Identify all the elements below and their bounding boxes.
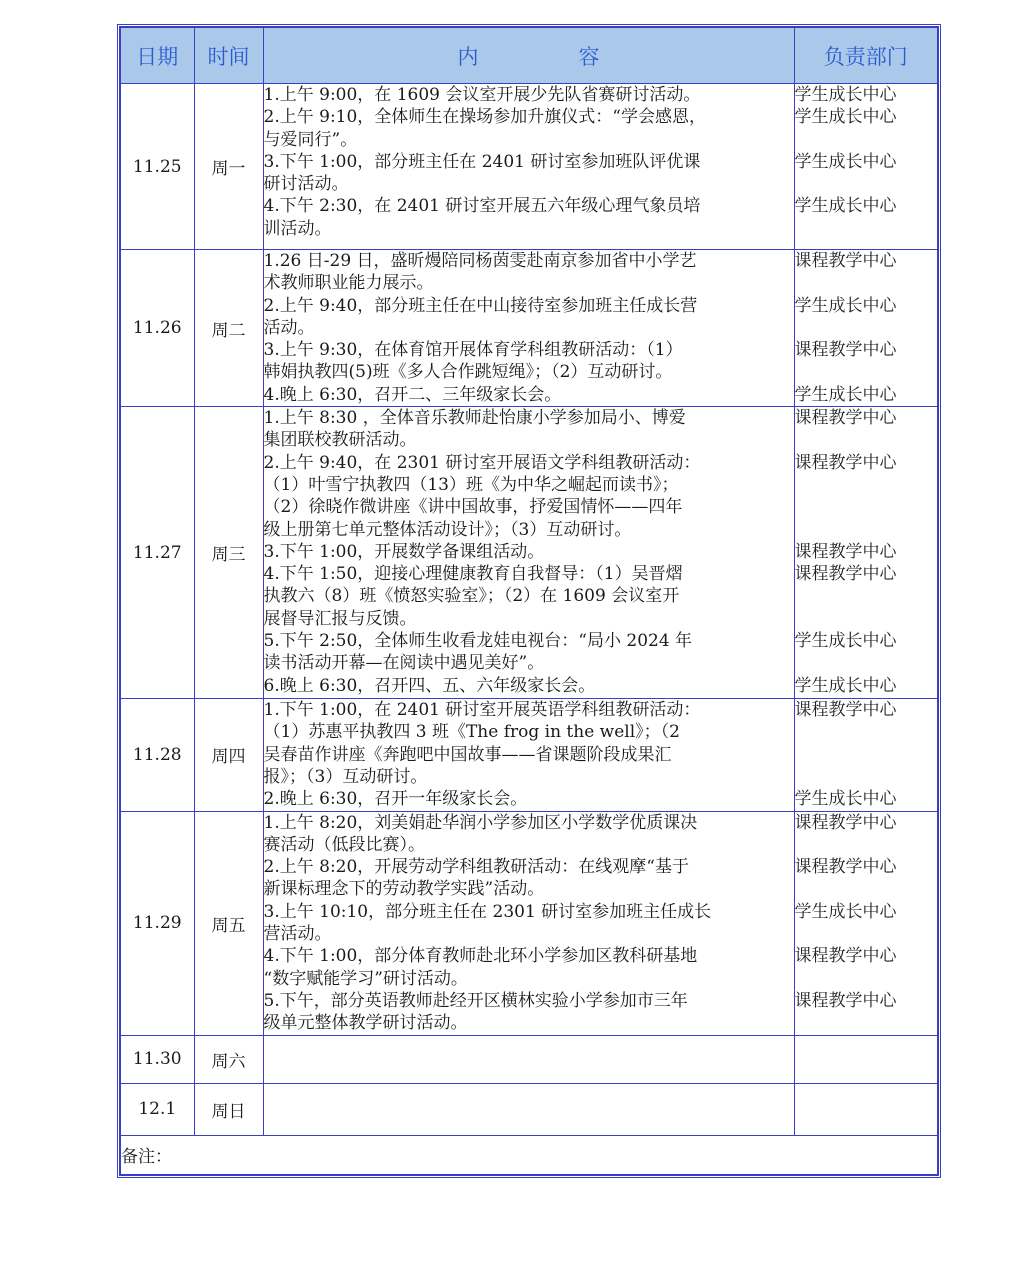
row-dept — [794, 250, 938, 407]
content-line: 6.晚上 6:30，召开四、五、六年级家长会。 — [263, 675, 596, 696]
row-content — [263, 1083, 794, 1135]
row-date: 11.26 — [120, 250, 194, 407]
dept-line — [795, 968, 938, 990]
dept-line — [795, 608, 938, 630]
row-content — [263, 407, 794, 699]
content-line: 1.上午 8:20，刘美娟赴华润小学参加区小学数学优质课决 — [263, 812, 698, 833]
row-date: 12.1 — [120, 1083, 194, 1135]
content-line: 级单元整体教学研讨活动。 — [263, 1013, 468, 1034]
row-content — [263, 1035, 794, 1083]
row-dept — [794, 84, 938, 250]
content-line: 营活动。 — [263, 924, 332, 945]
content-line: 4.晚上 6:30，召开二、三年级家长会。 — [263, 384, 562, 405]
row-dept — [794, 407, 938, 699]
row-date: 11.25 — [120, 84, 194, 250]
dept-line: 课程教学中心 — [794, 340, 897, 361]
table-row — [120, 407, 938, 699]
row-day: 周二 — [194, 250, 263, 407]
table-row — [120, 250, 938, 407]
schedule-table — [119, 26, 939, 1176]
content-line: 4.下午 1:50，迎接心理健康教育自我督导：（1）吴晋熠 — [263, 564, 683, 585]
content-line: 2.上午 8:20，开展劳动学科组教研活动：在线观摩“基于 — [263, 857, 689, 878]
content-line: （1）叶雪宁执教四（13）班《为中华之崛起而读书》； — [263, 474, 679, 495]
content-line: 2.上午 9:40，在 2301 研讨室开展语文学科组教研活动： — [263, 452, 701, 473]
dept-line: 学生成长中心 — [794, 295, 897, 316]
row-date: 11.29 — [120, 811, 194, 1035]
table-row — [120, 84, 938, 250]
content-line: 报》；（3）互动研讨。 — [263, 766, 428, 787]
row-content — [263, 250, 794, 407]
content-line: 集团联校教研活动。 — [263, 430, 417, 451]
dept-line: 课程教学中心 — [794, 452, 897, 473]
dept-line — [795, 129, 938, 151]
content-line: 读书活动开幕—在阅读中遇见美好”。 — [263, 653, 545, 674]
dept-line — [795, 721, 938, 743]
content-line: 与爱同行”。 — [263, 129, 358, 150]
content-line: 级上册第七单元整体活动设计》；（3）互动研讨。 — [263, 519, 632, 540]
content-line: 新课标理念下的劳动教学实践”活动。 — [263, 879, 545, 900]
dept-line: 学生成长中心 — [794, 196, 897, 217]
header-content — [263, 27, 794, 84]
dept-line — [795, 834, 938, 856]
content-line: 5.下午 2:50，全体师生收看龙娃电视台：“局小 2024 年 — [263, 631, 693, 652]
dept-line — [795, 1012, 938, 1034]
dept-line — [795, 519, 938, 541]
content-line: 3.上午 9:30，在体育馆开展体育学科组教研活动：（1） — [263, 340, 683, 361]
content-line: 吴春苗作讲座《奔跑吧中国故事——省课题阶段成果汇 — [263, 744, 672, 765]
content-line: 执教六（8）班《愤怒实验室》；（2）在 1609 会议室开 — [263, 586, 680, 607]
dept-line: 课程教学中心 — [794, 251, 897, 271]
dept-line: 课程教学中心 — [794, 857, 897, 878]
content-line: 1.下午 1:00，在 2401 研讨室开展英语学科组教研活动： — [263, 700, 701, 721]
dept-line: 学生成长中心 — [794, 85, 897, 105]
row-date: 11.28 — [120, 699, 194, 811]
row-day: 周六 — [194, 1035, 263, 1083]
content-line: “数字赋能学习”研讨活动。 — [263, 968, 468, 989]
content-line: 2.上午 9:40，部分班主任在中山接待室参加班主任成长营 — [263, 295, 698, 316]
dept-line: 学生成长中心 — [794, 675, 897, 696]
dept-line — [795, 173, 938, 195]
header-row — [120, 27, 938, 84]
row-dept — [794, 1035, 938, 1083]
note-label: 备注： — [120, 1135, 938, 1175]
dept-line — [795, 218, 938, 240]
content-line: 3.下午 1:00，部分班主任在 2401 研讨室参加班队评优课 — [263, 151, 701, 172]
dept-line: 学生成长中心 — [794, 631, 897, 652]
header-date: 日期 — [120, 27, 194, 84]
content-line: 2.晚上 6:30，召开一年级家长会。 — [263, 789, 528, 810]
dept-line: 学生成长中心 — [794, 384, 897, 405]
dept-line: 学生成长中心 — [794, 151, 897, 172]
content-line: （2）徐晓作微讲座《讲中国故事，抒爱国情怀——四年 — [263, 497, 683, 518]
row-dept — [794, 699, 938, 811]
row-content — [263, 84, 794, 250]
dept-line: 学生成长中心 — [794, 901, 897, 922]
table-row — [120, 1035, 938, 1083]
dept-line: 课程教学中心 — [794, 812, 897, 833]
row-content — [263, 811, 794, 1035]
row-content — [263, 699, 794, 811]
dept-line — [795, 361, 938, 383]
row-day: 周五 — [194, 811, 263, 1035]
row-day: 周日 — [194, 1083, 263, 1135]
content-line: 3.上午 10:10，部分班主任在 2301 研讨室参加班主任成长 — [263, 901, 712, 922]
content-line: 3.下午 1:00，开展数学备课组活动。 — [263, 541, 545, 562]
dept-line: 课程教学中心 — [794, 700, 897, 721]
dept-line — [795, 272, 938, 294]
header-content-a: 内 — [457, 44, 479, 69]
dept-line: 学生成长中心 — [794, 107, 897, 128]
content-line: 研讨活动。 — [263, 174, 349, 195]
content-line: 赛活动（低段比赛）。 — [263, 834, 425, 855]
dept-line: 课程教学中心 — [794, 541, 897, 562]
row-day: 周三 — [194, 407, 263, 699]
content-line: 活动。 — [263, 317, 315, 338]
header-time: 时间 — [194, 27, 263, 84]
content-line: 4.下午 1:00，部分体育教师赴北环小学参加区教科研基地 — [263, 946, 698, 967]
dept-line: 课程教学中心 — [794, 564, 897, 585]
table-row — [120, 699, 938, 811]
row-day: 周一 — [194, 84, 263, 250]
dept-line: 学生成长中心 — [794, 789, 897, 810]
dept-line — [795, 766, 938, 788]
dept-line — [795, 744, 938, 766]
row-dept — [794, 811, 938, 1035]
content-line: （1）苏惠平执教四 3 班《The frog in the well》；（2 — [263, 722, 680, 743]
content-line: 韩娟执教四(5)班《多人合作跳短绳》；（2）互动研讨。 — [263, 362, 673, 383]
dept-line — [795, 474, 938, 496]
note-row — [120, 1135, 938, 1175]
content-line: 4.下午 2:30，在 2401 研讨室开展五六年级心理气象员培 — [263, 196, 701, 217]
content-line: 1.上午 8:30 ，全体音乐教师赴怡康小学参加局小、博爱 — [263, 408, 686, 429]
content-line: 1.26 日-29 日，盛昕熳陪同杨茵雯赴南京参加省中小学艺 — [263, 251, 697, 271]
header-dept: 负责部门 — [794, 27, 938, 84]
dept-line — [795, 923, 938, 945]
header-content-b: 容 — [578, 44, 600, 69]
row-day: 周四 — [194, 699, 263, 811]
content-line: 训活动。 — [263, 218, 332, 239]
row-date: 11.30 — [120, 1035, 194, 1083]
table-row — [120, 811, 938, 1035]
dept-line: 课程教学中心 — [794, 946, 897, 967]
dept-line — [795, 429, 938, 451]
dept-line: 课程教学中心 — [794, 408, 897, 429]
dept-line — [795, 878, 938, 900]
table-row — [120, 1083, 938, 1135]
row-date: 11.27 — [120, 407, 194, 699]
dept-line — [795, 496, 938, 518]
content-line: 展督导汇报与反馈。 — [263, 608, 417, 629]
content-line: 1.上午 9:00，在 1609 会议室开展少先队省赛研讨活动。 — [263, 85, 701, 105]
content-line: 5.下午，部分英语教师赴经开区横林实验小学参加市三年 — [263, 990, 688, 1011]
content-line: 术教师职业能力展示。 — [263, 273, 434, 294]
dept-line — [795, 585, 938, 607]
dept-line — [795, 317, 938, 339]
dept-line — [795, 652, 938, 674]
dept-line: 课程教学中心 — [794, 990, 897, 1011]
content-line: 2.上午 9:10，全体师生在操场参加升旗仪式：“学会感恩， — [263, 107, 706, 128]
row-dept — [794, 1083, 938, 1135]
